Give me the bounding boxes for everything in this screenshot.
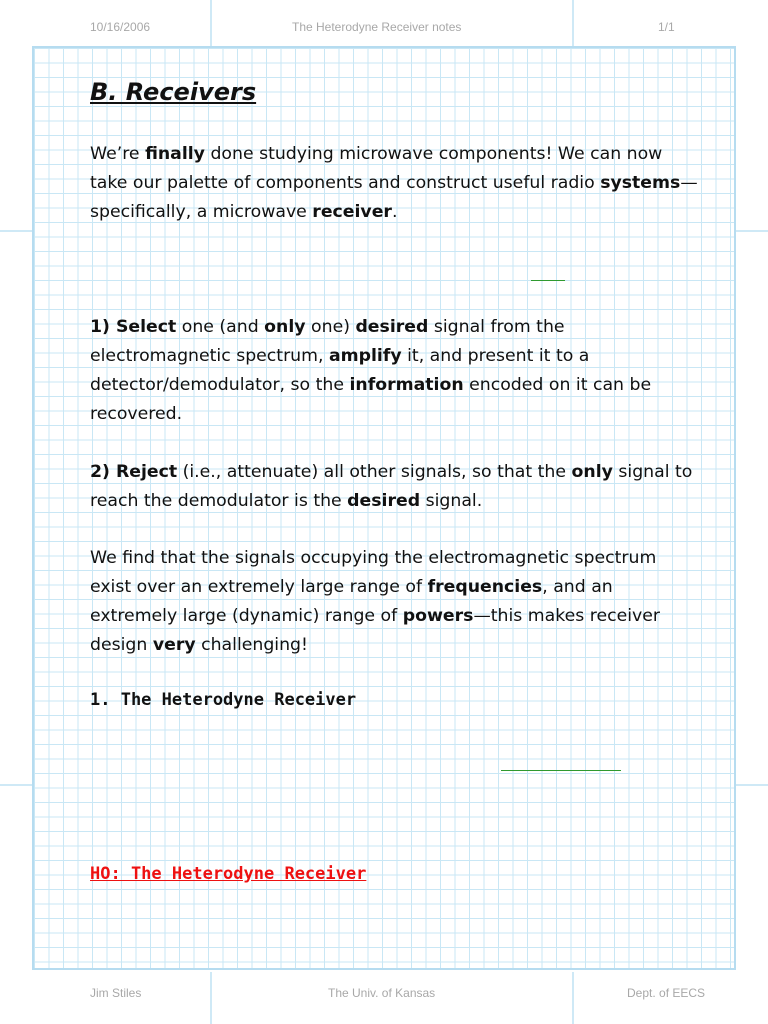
emphasized-text: amplify bbox=[328, 346, 402, 366]
emphasized-text: frequencies bbox=[427, 577, 543, 597]
header-page-number: 1/1 bbox=[658, 20, 675, 34]
emphasized-text: finally bbox=[145, 144, 205, 164]
annotation-line bbox=[531, 280, 565, 281]
annotation-line bbox=[501, 770, 621, 771]
body-text: done studying microwave components! We can now take our palette of components and construct useful radio bbox=[90, 144, 663, 193]
header-title: The Heterodyne Receiver notes bbox=[292, 20, 462, 34]
body-text: it, and present it to a detector/demodulator, so the bbox=[90, 346, 590, 395]
margin-mark bbox=[736, 230, 768, 232]
emphasized-text: 2) Reject bbox=[90, 462, 178, 482]
emphasized-text: 1) Select bbox=[90, 317, 177, 337]
body-text: . bbox=[391, 202, 398, 222]
body-text: (i.e., attenuate) all other signals, so that the bbox=[177, 462, 572, 482]
list-item-reject bbox=[90, 458, 700, 516]
emphasized-text: only bbox=[571, 462, 613, 482]
emphasized-text: receiver bbox=[312, 202, 392, 222]
body-text: , and an extremely large (dynamic) range of bbox=[90, 577, 613, 626]
page-footer bbox=[0, 986, 768, 1006]
frequency-power-paragraph bbox=[90, 544, 700, 660]
body-text: signal. bbox=[420, 491, 483, 511]
body-text: —this makes receiver design bbox=[90, 606, 660, 655]
body-text: one (and bbox=[176, 317, 265, 337]
intro-paragraph bbox=[90, 140, 700, 227]
body-text: encoded on it can be recovered. bbox=[90, 375, 652, 424]
margin-mark bbox=[0, 230, 32, 232]
body-text: one) bbox=[305, 317, 356, 337]
header-divider bbox=[210, 0, 212, 46]
emphasized-text: desired bbox=[355, 317, 429, 337]
body-text: signal from the electromagnetic spectrum, bbox=[90, 317, 565, 366]
emphasized-text: powers bbox=[402, 606, 474, 626]
section-title: B. Receivers bbox=[90, 78, 257, 106]
body-text: —specifically, a microwave bbox=[90, 173, 698, 222]
body-text: signal to reach the demodulator is the bbox=[90, 462, 693, 511]
handout-link[interactable]: HO: The Heterodyne Receiver bbox=[90, 864, 367, 884]
emphasized-text: only bbox=[264, 317, 306, 337]
list-item-select bbox=[90, 313, 700, 429]
footer-author: Jim Stiles bbox=[90, 986, 142, 1000]
footer-divider bbox=[572, 972, 574, 1024]
footer-university: The Univ. of Kansas bbox=[328, 986, 436, 1000]
emphasized-text: systems bbox=[600, 173, 681, 193]
emphasized-text: very bbox=[152, 635, 196, 655]
emphasized-text: desired bbox=[347, 491, 421, 511]
header-date: 10/16/2006 bbox=[90, 20, 151, 34]
margin-mark bbox=[736, 784, 768, 786]
emphasized-text: information bbox=[349, 375, 464, 395]
footer-divider bbox=[210, 972, 212, 1024]
footer-dept: Dept. of EECS bbox=[627, 986, 706, 1000]
header-divider bbox=[572, 0, 574, 46]
subsection-heading: 1. The Heterodyne Receiver bbox=[90, 690, 357, 710]
page-header bbox=[0, 20, 768, 40]
body-text: We’re bbox=[90, 144, 146, 164]
margin-mark bbox=[0, 784, 32, 786]
body-text: challenging! bbox=[195, 635, 308, 655]
body-text: We find that the signals occupying the electromagnetic spectrum exist over an extremely large range of bbox=[90, 548, 657, 597]
